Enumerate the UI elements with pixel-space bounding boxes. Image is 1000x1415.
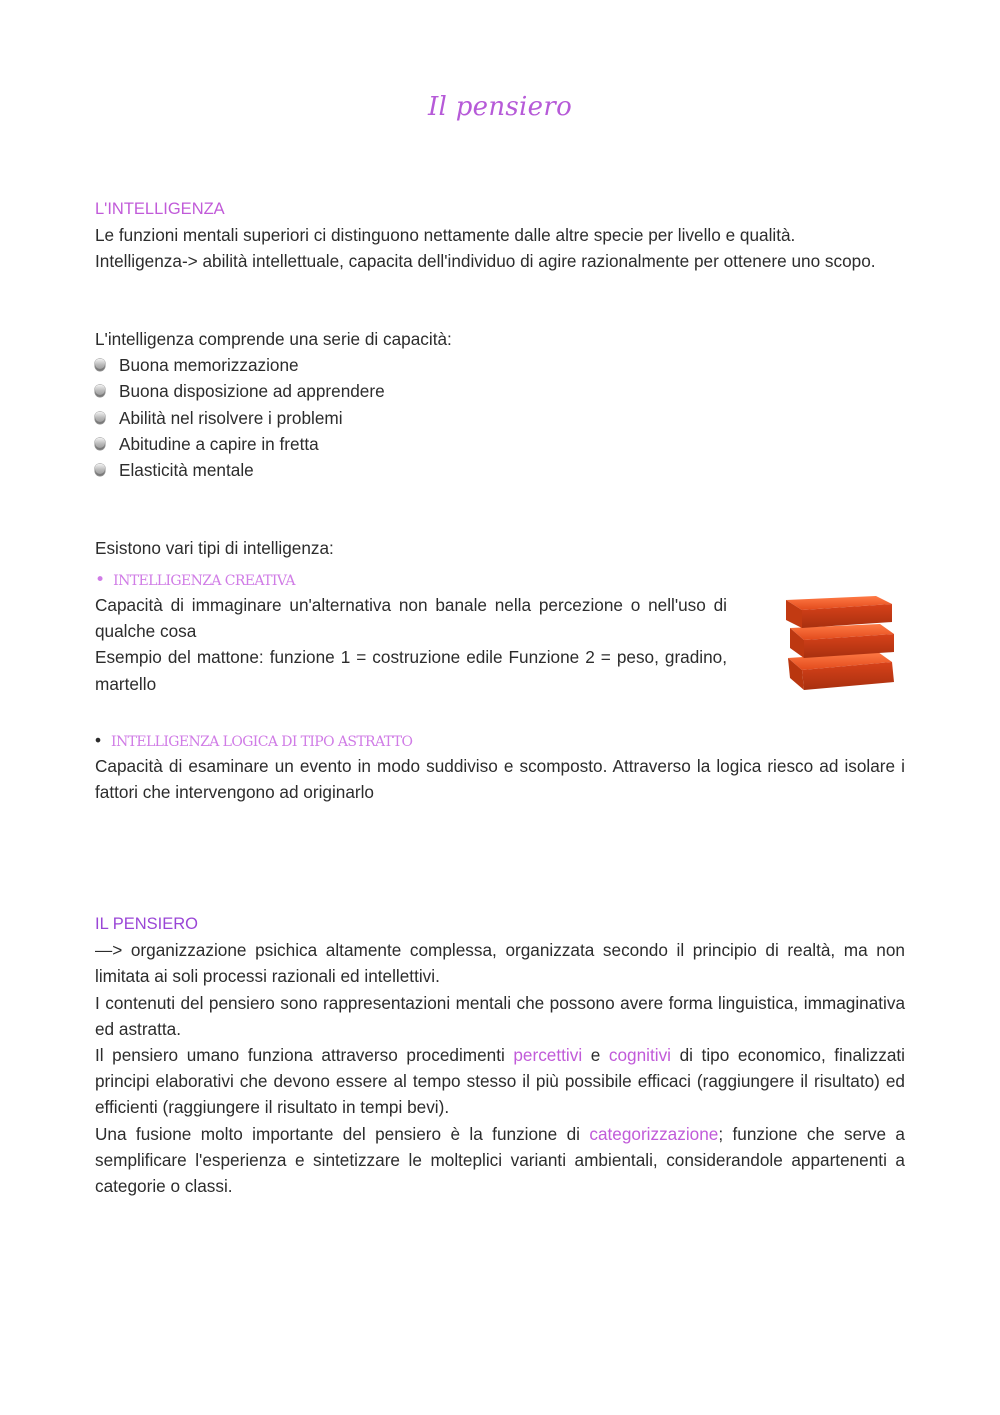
paragraph-line: Intelligenza-> abilità intellettuale, capacita dell'individuo di agire razionalmente per ottenere uno scopo. <box>95 251 876 272</box>
list-item-label: Abitudine a capire in fretta <box>119 433 319 454</box>
creative-definition: Capacità di immaginare un'alternativa non banale nella percezione o nell'uso di qualche cosa <box>95 595 727 642</box>
bullet-dot: • <box>95 730 102 750</box>
section-intelligenza <box>95 196 905 275</box>
paragraph-line: Le funzioni mentali superiori ci distinguono nettamente dalle altre specie per livello e qualità. <box>95 225 796 246</box>
bullet-icon <box>95 359 105 371</box>
types-intro-block <box>95 535 905 561</box>
types-intro: Esistono vari tipi di intelligenza: <box>95 538 334 558</box>
list-intro: L'intelligenza comprende una serie di capacità: <box>95 329 452 349</box>
bullet-icon <box>95 438 105 450</box>
capacities-list <box>95 352 905 483</box>
logical-heading-row <box>95 727 905 755</box>
list-item-label: Buona memorizzazione <box>119 355 299 376</box>
bullet-dot: • <box>95 570 106 590</box>
brick-stack-icon <box>782 592 902 696</box>
highlight-percettivi: percettivi <box>513 1045 583 1066</box>
section-heading-intelligenza: L'INTELLIGENZA <box>95 200 225 218</box>
logical-definition: Capacità di esaminare un evento in modo suddiviso e scomposto. Attraverso la logica riesco ad isolare i fattori che intervengono ad originarlo <box>95 756 905 803</box>
list-item <box>95 431 905 457</box>
highlight-categorizzazione: categorizzazione <box>589 1123 719 1144</box>
bullet-icon <box>95 464 105 476</box>
list-item <box>95 457 905 483</box>
list-item-label: Buona disposizione ad apprendere <box>119 381 385 402</box>
subheading-creative: INTELLIGENZA CREATIVA <box>113 573 295 589</box>
list-item <box>95 378 905 404</box>
list-item-label: Elasticità mentale <box>119 459 254 480</box>
text-run: di tipo economico, finalizzati principi elaborativi che devono essere al tempo stesso il più possibile efficaci (raggiungere il risultato) ed efficienti (raggiungere il risultato in tempi bevi). <box>95 1045 906 1118</box>
bullet-icon <box>95 385 105 397</box>
highlight-cognitivi: cognitivi <box>608 1045 671 1066</box>
list-item-label: Abilità nel risolvere i problemi <box>119 407 343 428</box>
logical-text-block <box>95 753 905 805</box>
creative-example: Esempio del mattone: funzione 1 = costruzione edile Funzione 2 = peso, gradino, martello <box>95 647 727 694</box>
list-item <box>95 352 905 378</box>
capacities-list-block <box>95 326 905 483</box>
section-pensiero <box>95 911 905 1199</box>
paragraph: I contenuti del pensiero sono rappresentazioni mentali che possono avere forma linguistica, immaginativa ed astratta. <box>95 992 905 1039</box>
paragraph <box>95 1042 905 1121</box>
list-item <box>95 405 905 431</box>
text-run: e <box>582 1045 609 1066</box>
brick-image <box>782 592 902 696</box>
page-title: Il pensiero <box>427 92 573 122</box>
bullet-icon <box>95 412 105 424</box>
section-heading-pensiero: IL PENSIERO <box>95 915 199 933</box>
creative-text-block <box>95 592 727 697</box>
text-run: Una fusione molto importante del pensiero è la funzione di <box>95 1123 590 1144</box>
paragraph <box>95 1121 905 1200</box>
paragraph: —> organizzazione psichica altamente complessa, organizzata secondo il principio di realtà, ma non limitata ai soli processi razionali ed intellettivi. <box>95 940 905 987</box>
subheading-logical: INTELLIGENZA LOGICA DI TIPO ASTRATTO <box>111 734 413 750</box>
creative-heading-row <box>95 566 905 594</box>
text-run: Il pensiero umano funziona attraverso procedimenti <box>95 1045 514 1066</box>
text-run: ; funzione che serve a semplificare l'esperienza e sintetizzare le molteplici varianti ambientali, considerandole appartenenti a categorie o classi. <box>95 1123 905 1197</box>
